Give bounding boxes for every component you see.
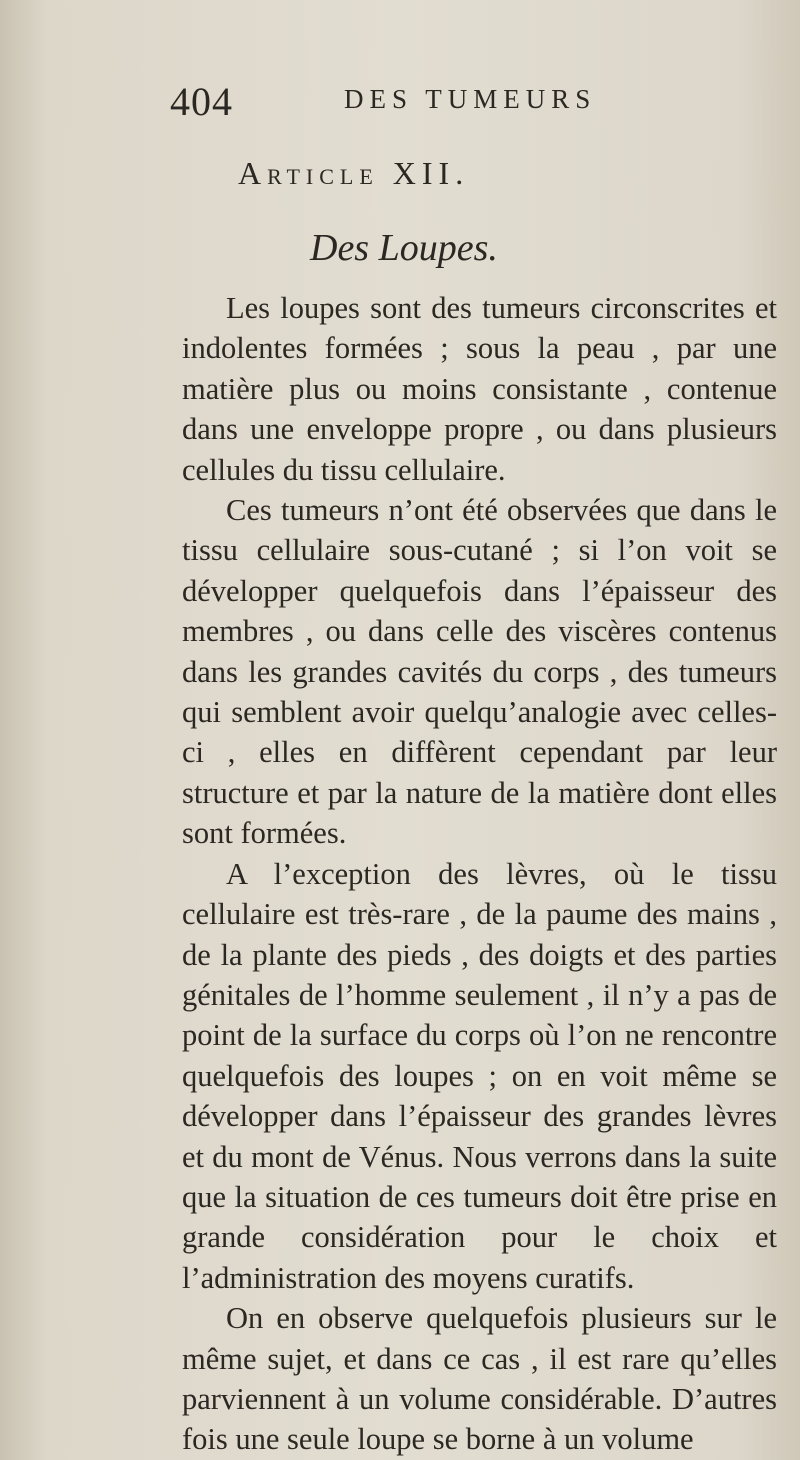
article-heading: Article XII. — [238, 155, 470, 191]
paragraph-3: A l’exception des lèvres, où le tissu cellulaire est très-rare , de la paume des mains , de la plante des pieds , des doigts et des parties génitales de l’homme seulement , il n’y a pas de point de la surface du corps où l’on ne rencontre quelquefois des loupes ; on en voit même se développer dans l’épaisseur des grandes lèvres et du mont de Vénus. Nous verrons dans la suite que la situation de ces tumeurs doit être prise en grande considération pour le choix et l’administration des moyens curatifs. — [182, 856, 777, 1295]
section-title: Des Loupes. — [310, 227, 498, 269]
paragraph-4: On en observe quelquefois plusieurs sur le même sujet, et dans ce cas , il est rare qu’elles parviennent à un volume considérable. D’autres fois une seule loupe se borne à un volume — [182, 1301, 777, 1457]
paragraph-1: Les loupes sont des tumeurs circonscrites et indolentes formées ; sous la peau , par une matière plus ou moins consistante , contenue dans une enveloppe propre , ou dans plusieurs cellules du tissu cellulaire. — [182, 291, 777, 487]
running-head — [170, 70, 770, 124]
page-number: 404 — [170, 79, 233, 124]
running-title: DES TUMEURS — [344, 84, 597, 114]
body-text — [182, 288, 777, 1460]
paragraph-2: Ces tumeurs n’ont été observées que dans le tissu cellulaire sous-cutané ; si l’on voit se développer quelquefois dans l’épaisseur des membres , ou dans celle des viscères contenus dans les grandes cavités du corps , des tumeurs qui semblent avoir quelqu’analogie avec celles-ci , elles en diffèrent cependant par leur structure et par la nature de la matière dont elles sont formées. — [182, 493, 777, 851]
